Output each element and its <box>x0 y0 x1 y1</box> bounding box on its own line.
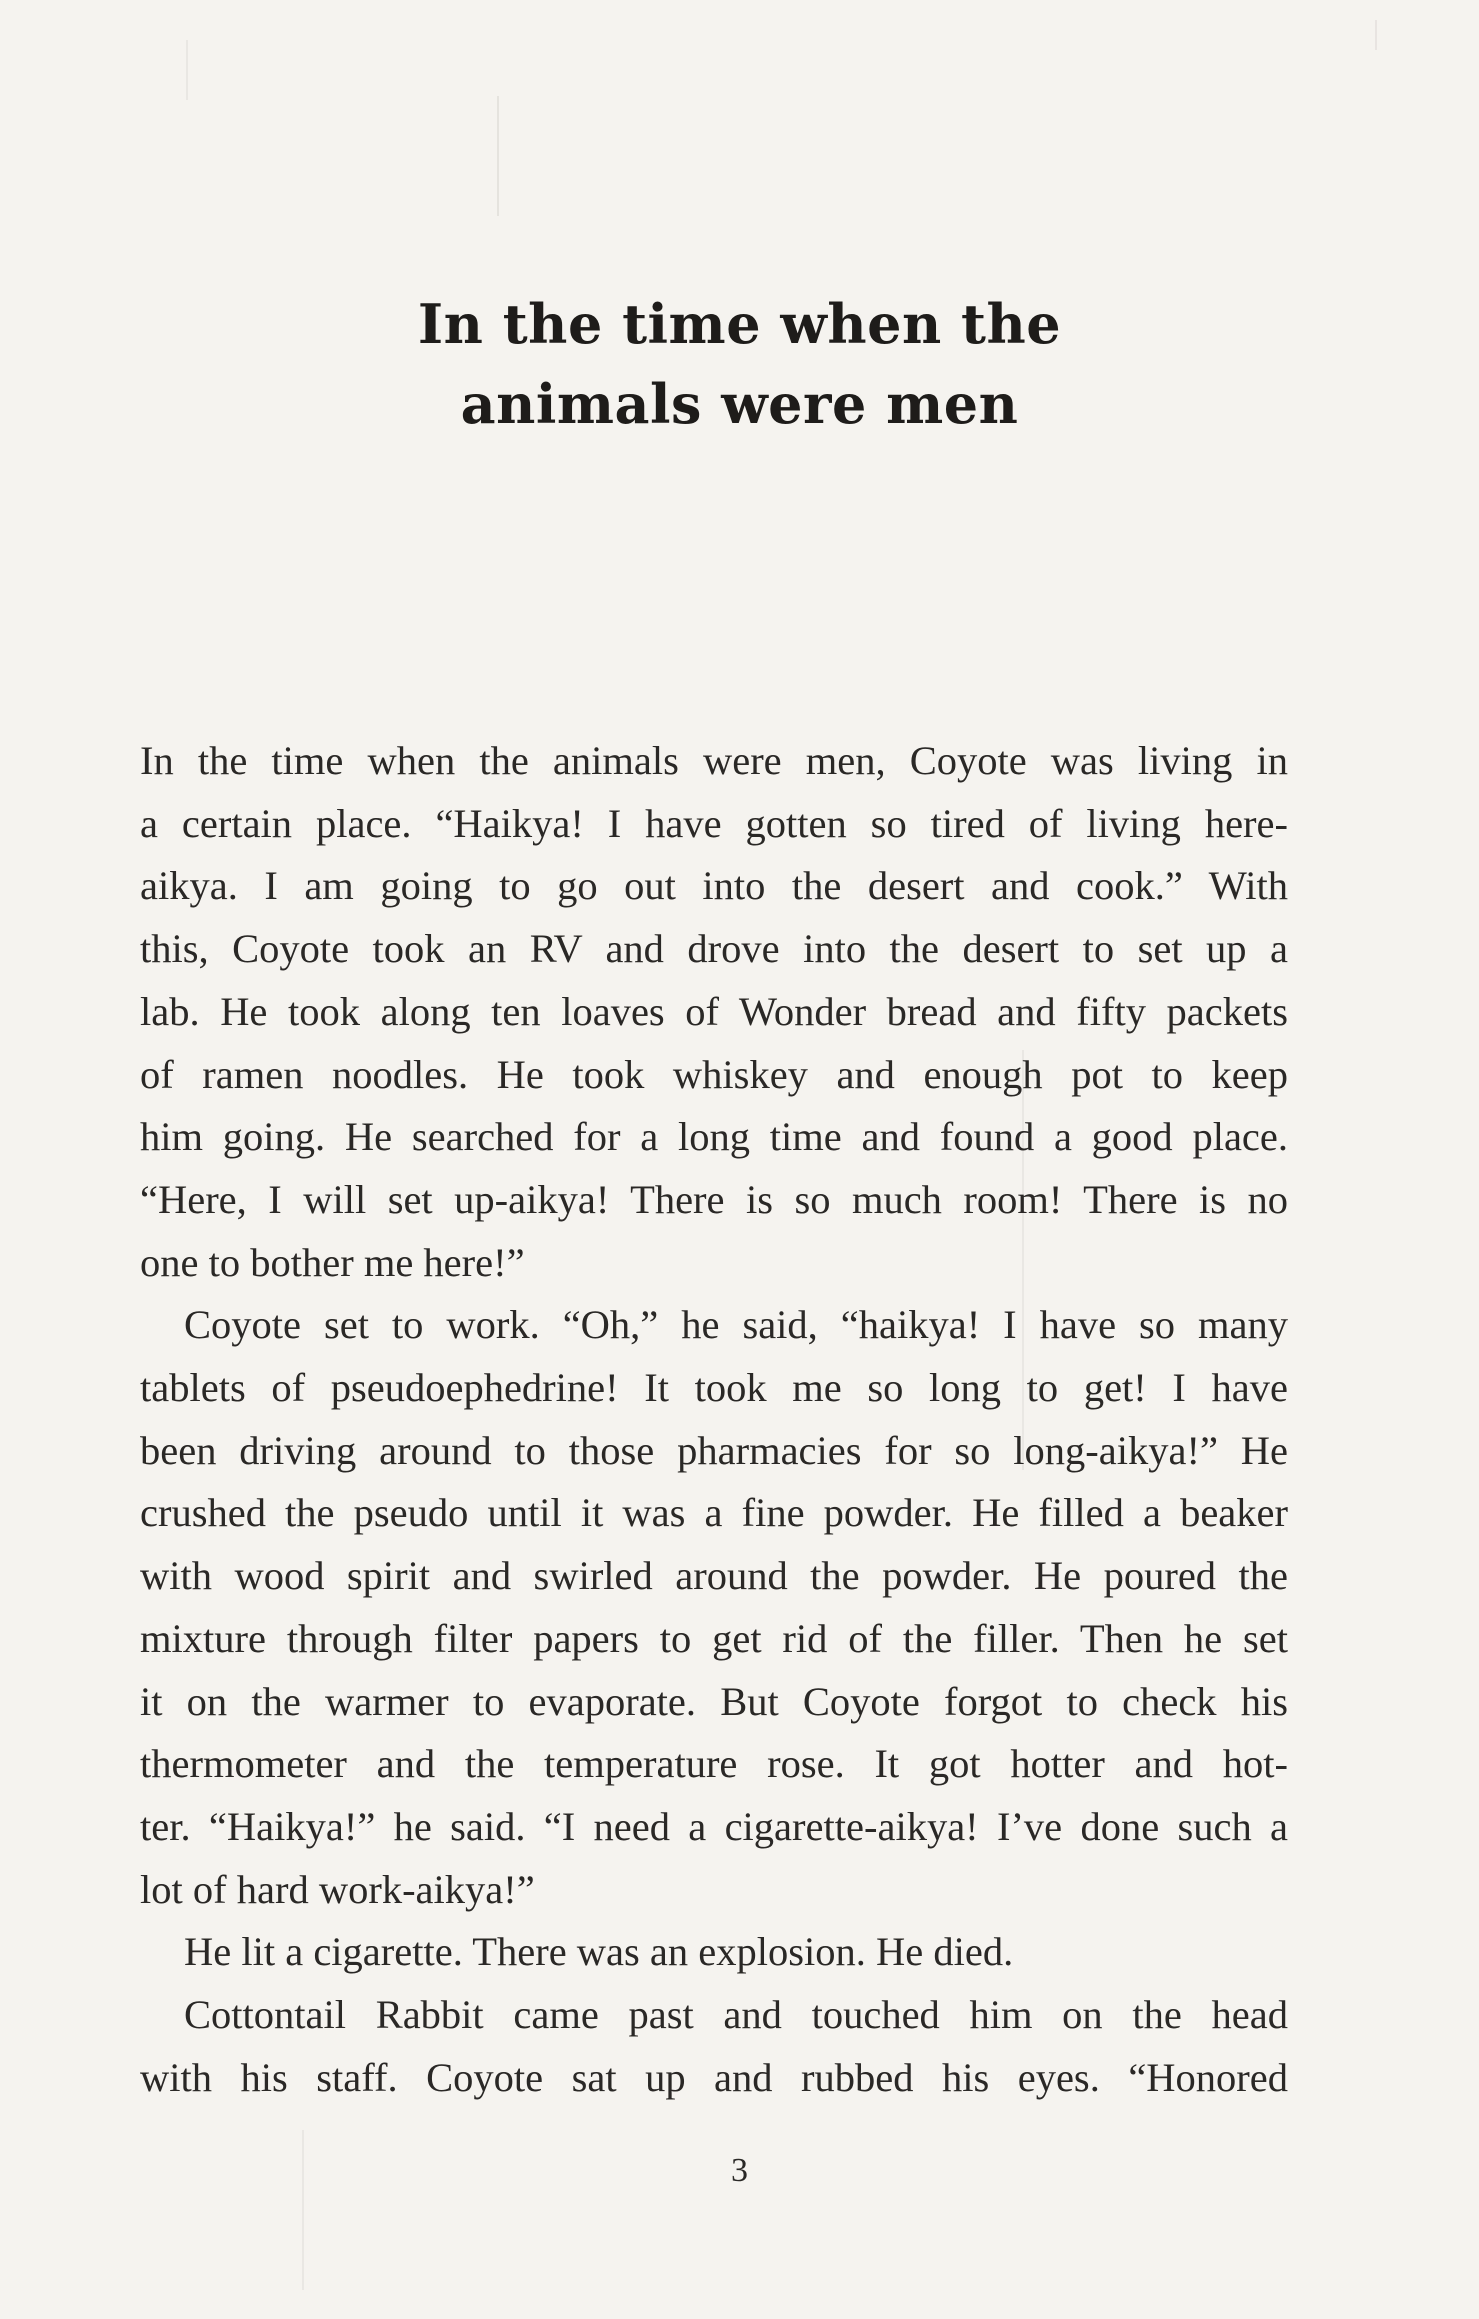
text-line: been driving around to those pharmacies for so long-aikya!” He <box>140 1427 1288 1473</box>
text-line: of ramen noodles. He took whiskey and enough pot to keep <box>140 1051 1288 1097</box>
paper-mark <box>1375 20 1377 50</box>
text-line: one to bother me here!” <box>140 1239 525 1285</box>
text-line: a certain place. “Haikya! I have gotten so tired of living here- <box>140 800 1288 846</box>
text-line: with wood spirit and swirled around the powder. He poured the <box>140 1553 1288 1599</box>
paper-mark <box>497 96 499 216</box>
text-line: thermometer and the temperature rose. It got hotter and hot- <box>140 1741 1288 1787</box>
chapter-title-line-2: animals were men <box>460 372 1019 436</box>
paragraph-3 <box>140 1921 1288 1984</box>
paragraph-4 <box>140 1984 1288 2109</box>
paragraph-2 <box>140 1294 1288 1921</box>
text-line: Coyote set to work. “Oh,” he said, “haikya! I have so many <box>184 1302 1288 1348</box>
text-line: He lit a cigarette. There was an explosion. He died. <box>184 1929 1014 1975</box>
text-line: with his staff. Coyote sat up and rubbed his eyes. “Honored <box>140 2054 1288 2100</box>
text-line: crushed the pseudo until it was a fine powder. He filled a beaker <box>140 1490 1288 1536</box>
text-line: lab. He took along ten loaves of Wonder bread and fifty packets <box>140 988 1288 1034</box>
text-line: lot of hard work-aikya!” <box>140 1866 535 1912</box>
paragraph-1 <box>140 730 1288 1294</box>
text-line: it on the warmer to evaporate. But Coyote forgot to check his <box>140 1678 1288 1724</box>
text-line: him going. He searched for a long time and found a good place. <box>140 1114 1288 1160</box>
text-line: tablets of pseudoephedrine! It took me so long to get! I have <box>140 1365 1288 1411</box>
chapter-body <box>140 730 1288 2109</box>
paper-mark <box>186 40 188 100</box>
page-number: 3 <box>731 2152 748 2189</box>
text-line: mixture through filter papers to get rid of the filler. Then he set <box>140 1615 1288 1661</box>
chapter-title-line-1: In the time when the <box>417 292 1062 356</box>
chapter-title <box>0 284 1479 444</box>
text-line: ter. “Haikya!” he said. “I need a cigarette-aikya! I’ve done such a <box>140 1803 1288 1849</box>
text-line: “Here, I will set up-aikya! There is so much room! There is no <box>140 1176 1288 1222</box>
text-line: In the time when the animals were men, Coyote was living in <box>140 738 1288 783</box>
text-line: Cottontail Rabbit came past and touched him on the head <box>184 1992 1288 2038</box>
text-line: aikya. I am going to go out into the desert and cook.” With <box>140 863 1288 909</box>
text-line: this, Coyote took an RV and drove into the desert to set up a <box>140 926 1288 972</box>
